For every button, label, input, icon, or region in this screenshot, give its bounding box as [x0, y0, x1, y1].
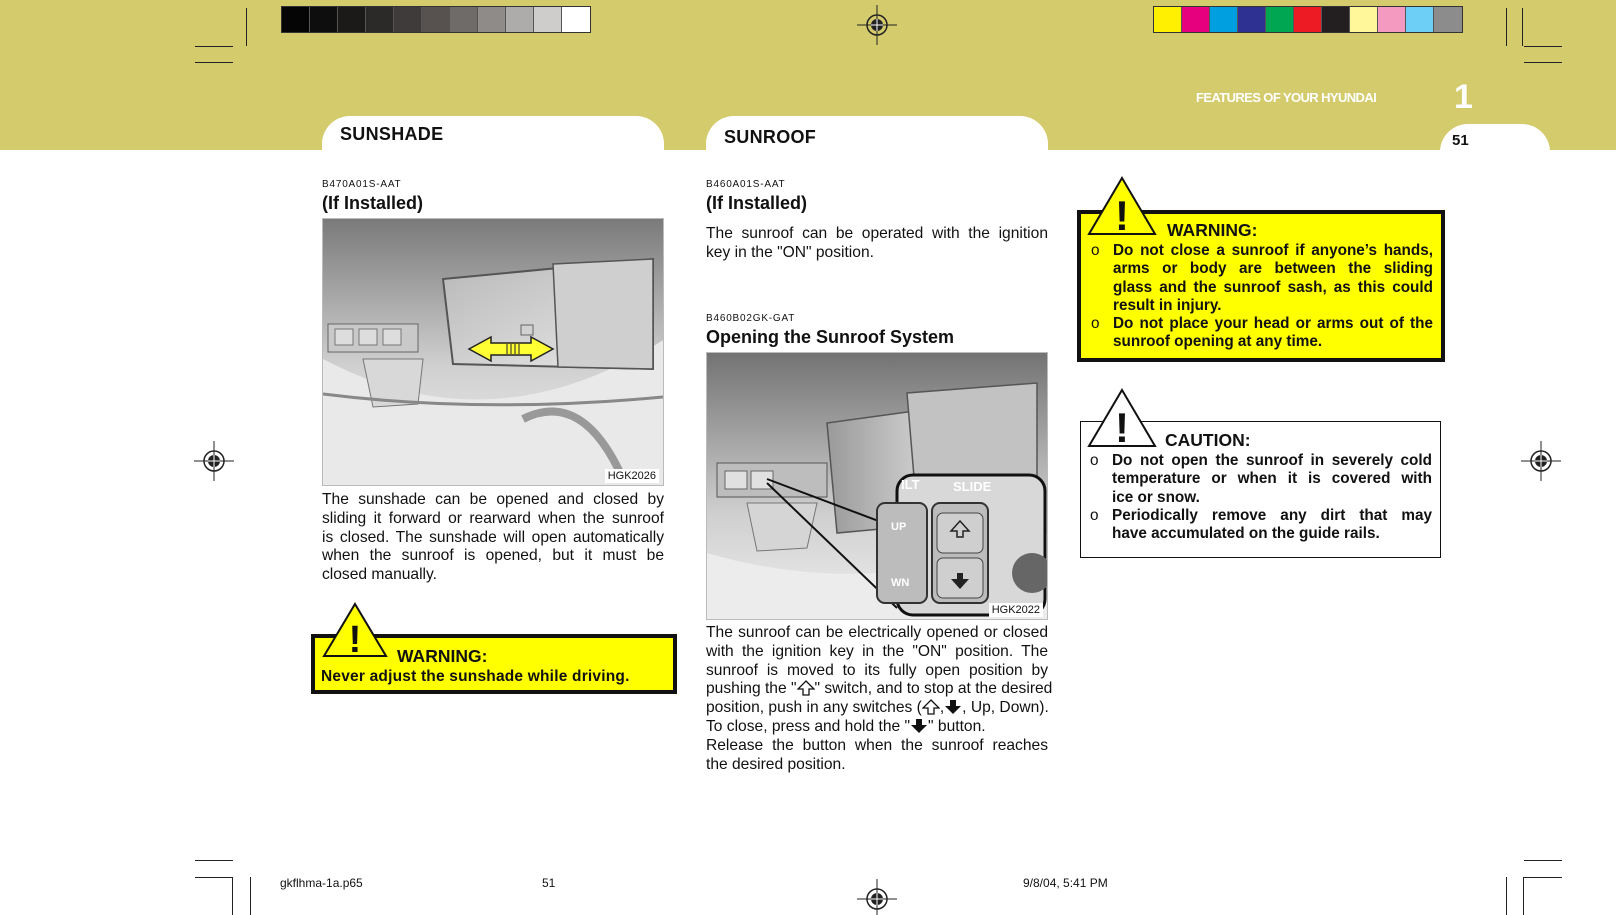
crop-mark	[195, 860, 233, 861]
color-swatch	[1210, 7, 1238, 32]
body-line: the desired position.	[706, 755, 846, 773]
color-swatch	[1434, 7, 1462, 32]
warning-title: WARNING:	[397, 646, 488, 666]
figure-label: HGK2022	[989, 603, 1043, 617]
crop-mark	[1524, 860, 1562, 861]
color-swatch	[1182, 7, 1210, 32]
crop-mark	[1506, 8, 1507, 46]
crop-mark	[195, 46, 233, 47]
color-swatch	[1406, 7, 1434, 32]
color-swatch	[1154, 7, 1182, 32]
up-label: UP	[891, 521, 907, 533]
warning-text: Never adjust the sunshade while driving.	[321, 668, 630, 685]
color-swatch	[1350, 7, 1378, 32]
list-item: o Do not place your head or arms out of the sunroof opening at any time.	[1091, 315, 1433, 352]
open-arrow-icon	[797, 680, 815, 696]
crop-mark	[1523, 877, 1524, 915]
caution-list	[1090, 452, 1432, 543]
color-swatch	[534, 7, 562, 32]
color-swatch	[310, 7, 338, 32]
svg-text:!: !	[1115, 404, 1129, 448]
warning-triangle-icon	[322, 602, 388, 658]
sunroof-intro	[706, 225, 1048, 263]
body-line: closed manually.	[322, 566, 437, 584]
sunroof-switch-illustration	[706, 352, 1048, 620]
sunshade-heading: (If Installed)	[322, 193, 424, 213]
registration-mark-icon	[857, 5, 897, 45]
sunshade-code: B470A01S-AAT	[322, 179, 402, 190]
sunroof-section-title: SUNROOF	[724, 127, 817, 147]
body-line: position, push in any switches ( , , Up, Down).	[706, 699, 1049, 717]
crop-mark	[1506, 877, 1507, 915]
sunroof-heading: (If Installed)	[706, 193, 808, 213]
crop-mark	[1524, 62, 1562, 63]
color-swatch	[422, 7, 450, 32]
color-swatch	[282, 7, 310, 32]
page-number: 51	[1452, 132, 1469, 149]
color-swatch	[338, 7, 366, 32]
opening-heading: Opening the Sunroof System	[706, 327, 955, 347]
body-line: when the sunroof is opened, but it must be	[322, 547, 664, 565]
svg-text:!: !	[1115, 192, 1129, 236]
color-swatch	[1378, 7, 1406, 32]
color-swatch	[450, 7, 478, 32]
list-item: o Periodically remove any dirt that may have accumulated on the guide rails.	[1090, 507, 1432, 544]
crop-mark	[1524, 46, 1562, 47]
color-swatch	[394, 7, 422, 32]
warning-list	[1091, 242, 1433, 352]
opening-code: B460B02GK-GAT	[706, 313, 796, 324]
warning-title: WARNING:	[1167, 220, 1258, 240]
sunshade-description	[322, 491, 664, 585]
caution-triangle-icon	[1087, 388, 1157, 448]
body-line: To close, press and hold the " " button.	[706, 717, 986, 735]
registration-mark-icon	[857, 879, 897, 915]
color-calibration-bar	[1153, 6, 1463, 33]
body-line: key in the "ON" position.	[706, 243, 874, 261]
color-swatch	[562, 7, 590, 32]
list-item: o Do not close a sunroof if anyone’s hands, arms or body are between the sliding glass and the sunroof sash, as this could result in injury.	[1091, 242, 1433, 315]
crop-mark	[232, 877, 233, 915]
color-swatch	[1294, 7, 1322, 32]
body-line: sunroof is moved to its fully open position by	[706, 661, 1048, 679]
footer-page: 51	[542, 876, 556, 890]
footer-timestamp: 9/8/04, 5:41 PM	[1023, 876, 1108, 890]
close-arrow-icon	[910, 718, 928, 734]
close-arrow-icon	[944, 699, 962, 715]
crop-mark	[1524, 877, 1562, 878]
warning-triangle-icon	[1087, 176, 1157, 236]
color-swatch	[1322, 7, 1350, 32]
body-line: Release the button when the sunroof reaches	[706, 736, 1048, 754]
footer-filename: gkflhma-1a.p65	[280, 876, 363, 890]
color-swatch	[506, 7, 534, 32]
crop-mark	[246, 8, 247, 46]
crop-mark	[250, 877, 251, 915]
section-number: 1	[1454, 78, 1473, 116]
crop-mark	[1522, 8, 1523, 46]
body-line: The sunshade can be opened and closed by	[322, 491, 664, 508]
caution-title: CAUTION:	[1165, 430, 1251, 450]
body-line: The sunroof can be electrically opened or closed	[706, 624, 1048, 641]
body-line: is closed. The sunshade will open automatically	[322, 528, 664, 546]
body-line: pushing the " " switch, and to stop at the desired	[706, 680, 1053, 698]
sunroof-operation-description	[706, 624, 1053, 774]
list-item: o Do not open the sunroof in severely cold temperature or when it is covered with ice or snow.	[1090, 452, 1432, 507]
color-swatch	[1238, 7, 1266, 32]
tilt-label: ILT	[901, 477, 920, 492]
body-line: The sunroof can be operated with the ignition	[706, 225, 1048, 242]
svg-text:!: !	[348, 619, 362, 658]
figure-label: HGK2026	[605, 469, 659, 483]
sunroof-code: B460A01S-AAT	[706, 179, 786, 190]
registration-mark-icon	[194, 441, 234, 481]
crop-mark	[195, 62, 233, 63]
body-line: with the ignition key in the "ON" position. The	[706, 642, 1048, 660]
section-title: FEATURES OF YOUR HYUNDAI	[1196, 90, 1377, 105]
color-swatch	[478, 7, 506, 32]
grayscale-calibration-bar	[281, 6, 591, 33]
color-swatch	[366, 7, 394, 32]
sunshade-illustration	[322, 218, 664, 486]
registration-mark-icon	[1521, 441, 1561, 481]
crop-mark	[195, 877, 233, 878]
open-arrow-icon	[922, 699, 940, 715]
slide-label: SLIDE	[953, 479, 992, 494]
sunshade-section-title: SUNSHADE	[340, 124, 444, 144]
body-line: sliding it forward or rearward when the sunroof	[322, 509, 664, 527]
color-swatch	[1266, 7, 1294, 32]
down-label: WN	[891, 577, 910, 589]
